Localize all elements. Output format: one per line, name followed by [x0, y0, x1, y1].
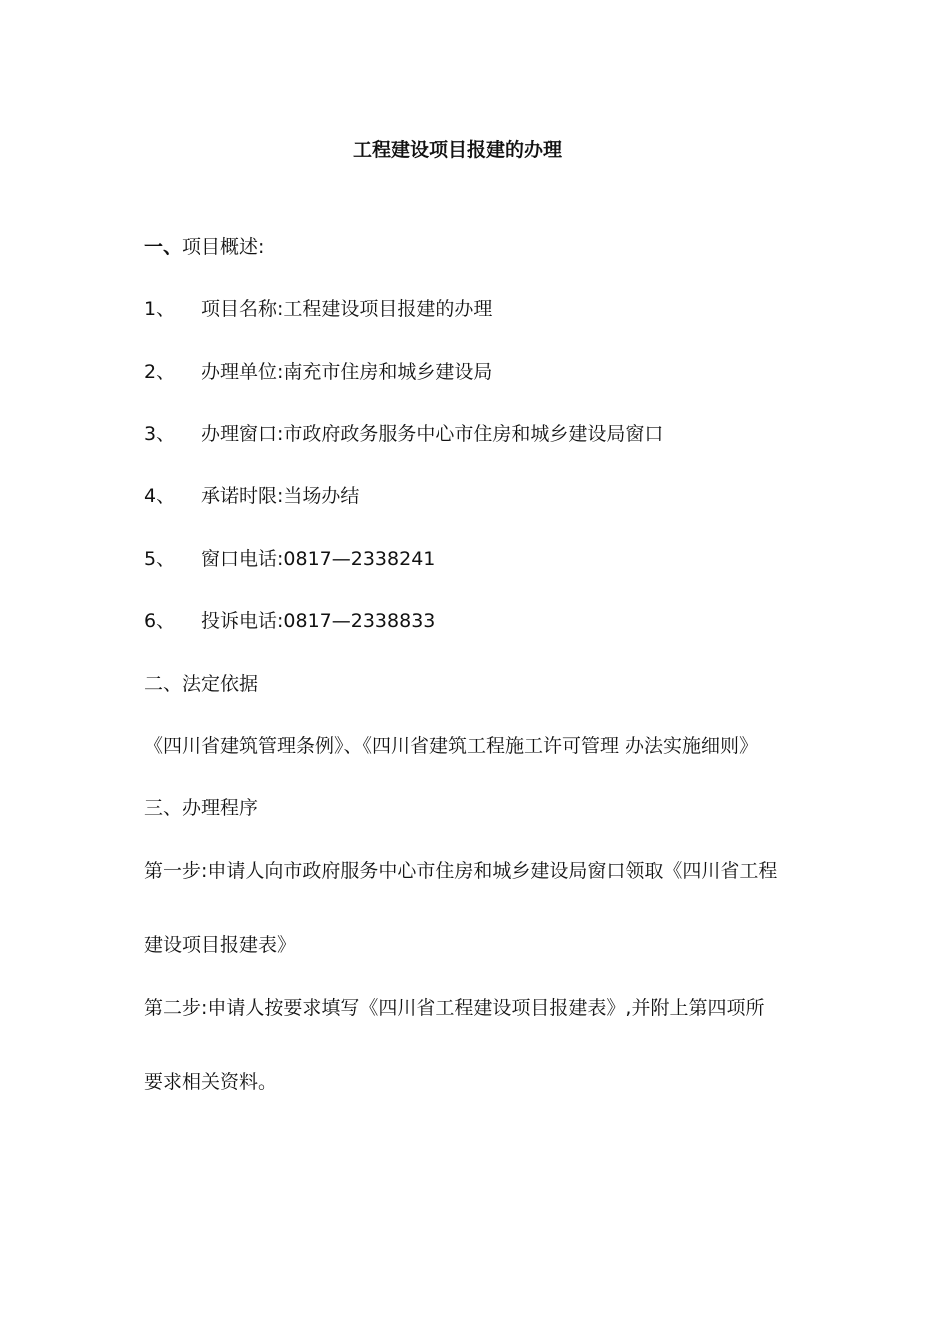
section1-heading	[144, 233, 264, 261]
item-number: 1、	[144, 298, 176, 320]
item-number: 6、	[144, 610, 176, 632]
step2-line2: 要求相关资料。	[144, 1071, 278, 1093]
step1-line2: 建设项目报建表》	[144, 934, 297, 956]
overview-item-window	[144, 420, 663, 448]
item-label: 承诺时限:	[201, 485, 284, 507]
step1-line1: 第一步:申请人向市政府服务中心市住房和城乡建设局窗口领取《四川省工程	[144, 860, 778, 882]
document-title: 工程建设项目报建的办理	[352, 139, 562, 161]
item-label: 投诉电话:	[201, 610, 284, 632]
overview-item-window-phone	[144, 545, 435, 573]
item-value: 工程建设项目报建的办理	[283, 298, 493, 320]
item-value: 当场办结	[283, 485, 360, 507]
item-value: 0817—2338833	[283, 610, 436, 632]
item-label: 窗口电话:	[201, 548, 284, 570]
section1-heading-prefix: 一、	[144, 236, 183, 258]
overview-item-unit	[144, 358, 492, 386]
item-value: 南充市住房和城乡建设局	[283, 361, 493, 383]
item-value: 0817—2338241	[283, 548, 436, 570]
item-number: 2、	[144, 361, 176, 383]
item-number: 5、	[144, 548, 176, 570]
section2-body: 《四川省建筑管理条例》、《四川省建筑工程施工许可管理 办法实施细则》	[144, 735, 759, 757]
overview-item-deadline	[144, 482, 359, 510]
section3-heading: 三、办理程序	[144, 797, 259, 819]
item-label: 项目名称:	[201, 298, 284, 320]
section2-heading: 二、法定依据	[144, 673, 259, 695]
overview-item-name	[144, 295, 492, 323]
overview-item-complaint-phone	[144, 607, 435, 635]
step2-line1: 第二步:申请人按要求填写《四川省工程建设项目报建表》,并附上第四项所	[144, 997, 765, 1019]
item-label: 办理单位:	[201, 361, 284, 383]
item-number: 3、	[144, 423, 176, 445]
section1-heading-text: 项目概述:	[182, 236, 265, 258]
item-label: 办理窗口:	[201, 423, 284, 445]
item-value: 市政府政务服务中心市住房和城乡建设局窗口	[283, 423, 664, 445]
item-number: 4、	[144, 485, 176, 507]
